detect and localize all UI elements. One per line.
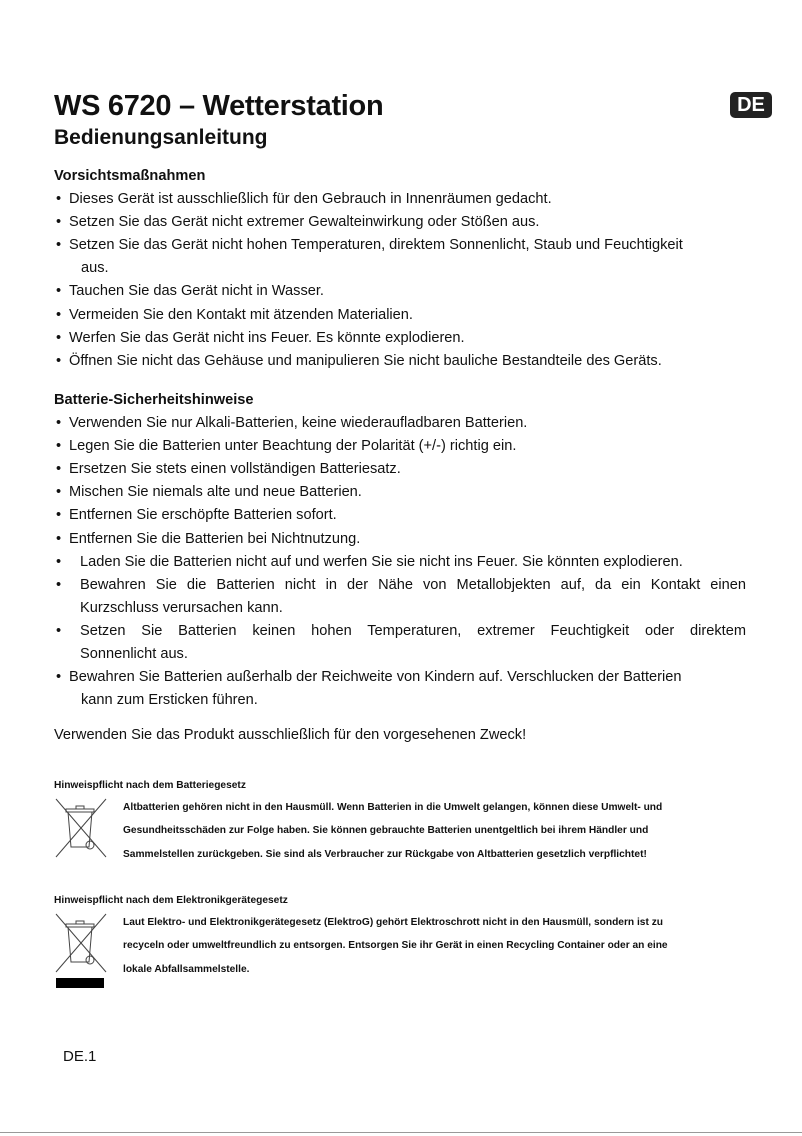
battery-law-heading: Hinweispflicht nach dem Batteriegesetz	[54, 780, 246, 791]
electronics-law-heading: Hinweispflicht nach dem Elektronikgerätegesetz	[54, 895, 288, 906]
list-item: • Mischen Sie niemals alte und neue Batterien.	[54, 481, 746, 504]
list-item: • Bewahren Sie die Batterien nicht in der Nähe von Metallobjekten auf, da ein Kontakt einen Kurzschluss verursachen kann.	[54, 574, 746, 620]
notice-line: Laut Elektro- und Elektronikgerätegesetz (ElektroG) gehört Elektroschrott nicht in den Hausmüll, sondern ist zu	[123, 917, 664, 928]
list-item: • Setzen Sie das Gerät nicht extremer Gewalteinwirkung oder Stößen aus.	[54, 211, 746, 234]
list-item: • Öffnen Sie nicht das Gehäuse und manipulieren Sie nicht bauliche Bestandteile des Geräts.	[54, 350, 746, 373]
notice-line: recyceln oder umweltfreundlich zu entsorgen. Entsorgen Sie ihr Gerät in einen Recycling Container oder an eine	[123, 940, 668, 952]
page-subtitle: Bedienungsanleitung	[54, 126, 268, 149]
list-item: • Bewahren Sie Batterien außerhalb der Reichweite von Kindern auf. Verschlucken der Batterien kann zum Ersticken führen.	[54, 666, 746, 712]
page-title: WS 6720 – Wetterstation	[54, 90, 384, 122]
purpose-note: Verwenden Sie das Produkt ausschließlich für den vorgesehenen Zweck!	[54, 727, 527, 743]
notice-line: lokale Abfallsammelstelle.	[123, 963, 250, 975]
precautions-heading: Vorsichtsmaßnahmen	[54, 168, 206, 184]
list-item: • Werfen Sie das Gerät nicht ins Feuer. Es könnte explodieren.	[54, 327, 746, 350]
list-item: • Setzen Sie das Gerät nicht hohen Temperaturen, direktem Sonnenlicht, Staub und Feuchtigkeit aus.	[54, 234, 746, 280]
precautions-section	[54, 165, 746, 373]
crossed-bin-icon	[54, 912, 108, 990]
list-item: • Entfernen Sie erschöpfte Batterien sofort.	[54, 504, 746, 527]
list-item: • Vermeiden Sie den Kontakt mit ätzenden Materialien.	[54, 304, 746, 327]
list-item: • Ersetzen Sie stets einen vollständigen Batteriesatz.	[54, 458, 746, 481]
list-item: • Dieses Gerät ist ausschließlich für den Gebrauch in Innenräumen gedacht.	[54, 188, 746, 211]
notice-line: Altbatterien gehören nicht in den Hausmüll. Wenn Batterien in die Umwelt gelangen, können diese Umwelt- und	[123, 802, 663, 813]
list-item: • Tauchen Sie das Gerät nicht in Wasser.	[54, 280, 746, 303]
page-divider	[0, 1132, 802, 1133]
list-item: • Laden Sie die Batterien nicht auf und werfen Sie sie nicht ins Feuer. Sie könnten explodieren.	[54, 551, 746, 574]
battery-section	[54, 389, 746, 712]
electronics-law-notice	[54, 895, 754, 975]
list-item: • Verwenden Sie nur Alkali-Batterien, keine wiederaufladbaren Batterien.	[54, 412, 746, 435]
crossed-bin-icon	[54, 797, 108, 859]
language-badge: DE	[730, 92, 772, 118]
battery-heading: Batterie-Sicherheitshinweise	[54, 392, 254, 408]
list-item: • Setzen Sie Batterien keinen hohen Temperaturen, extremer Feuchtigkeit oder direktem Sonnenlicht aus.	[54, 620, 746, 666]
page-number: DE.1	[63, 1048, 97, 1065]
list-item: • Entfernen Sie die Batterien bei Nichtnutzung.	[54, 528, 746, 551]
notice-line: Sammelstellen zurückgeben. Sie sind als Verbraucher zur Rückgabe von Altbatterien gesetzlich verpflichtet!	[123, 848, 647, 860]
battery-law-notice	[54, 780, 754, 860]
list-item: • Legen Sie die Batterien unter Beachtung der Polarität (+/-) richtig ein.	[54, 435, 746, 458]
notice-line: Gesundheitsschäden zur Folge haben. Sie können gebrauchte Batterien unentgeltlich bei ihrem Händler und	[123, 825, 649, 837]
